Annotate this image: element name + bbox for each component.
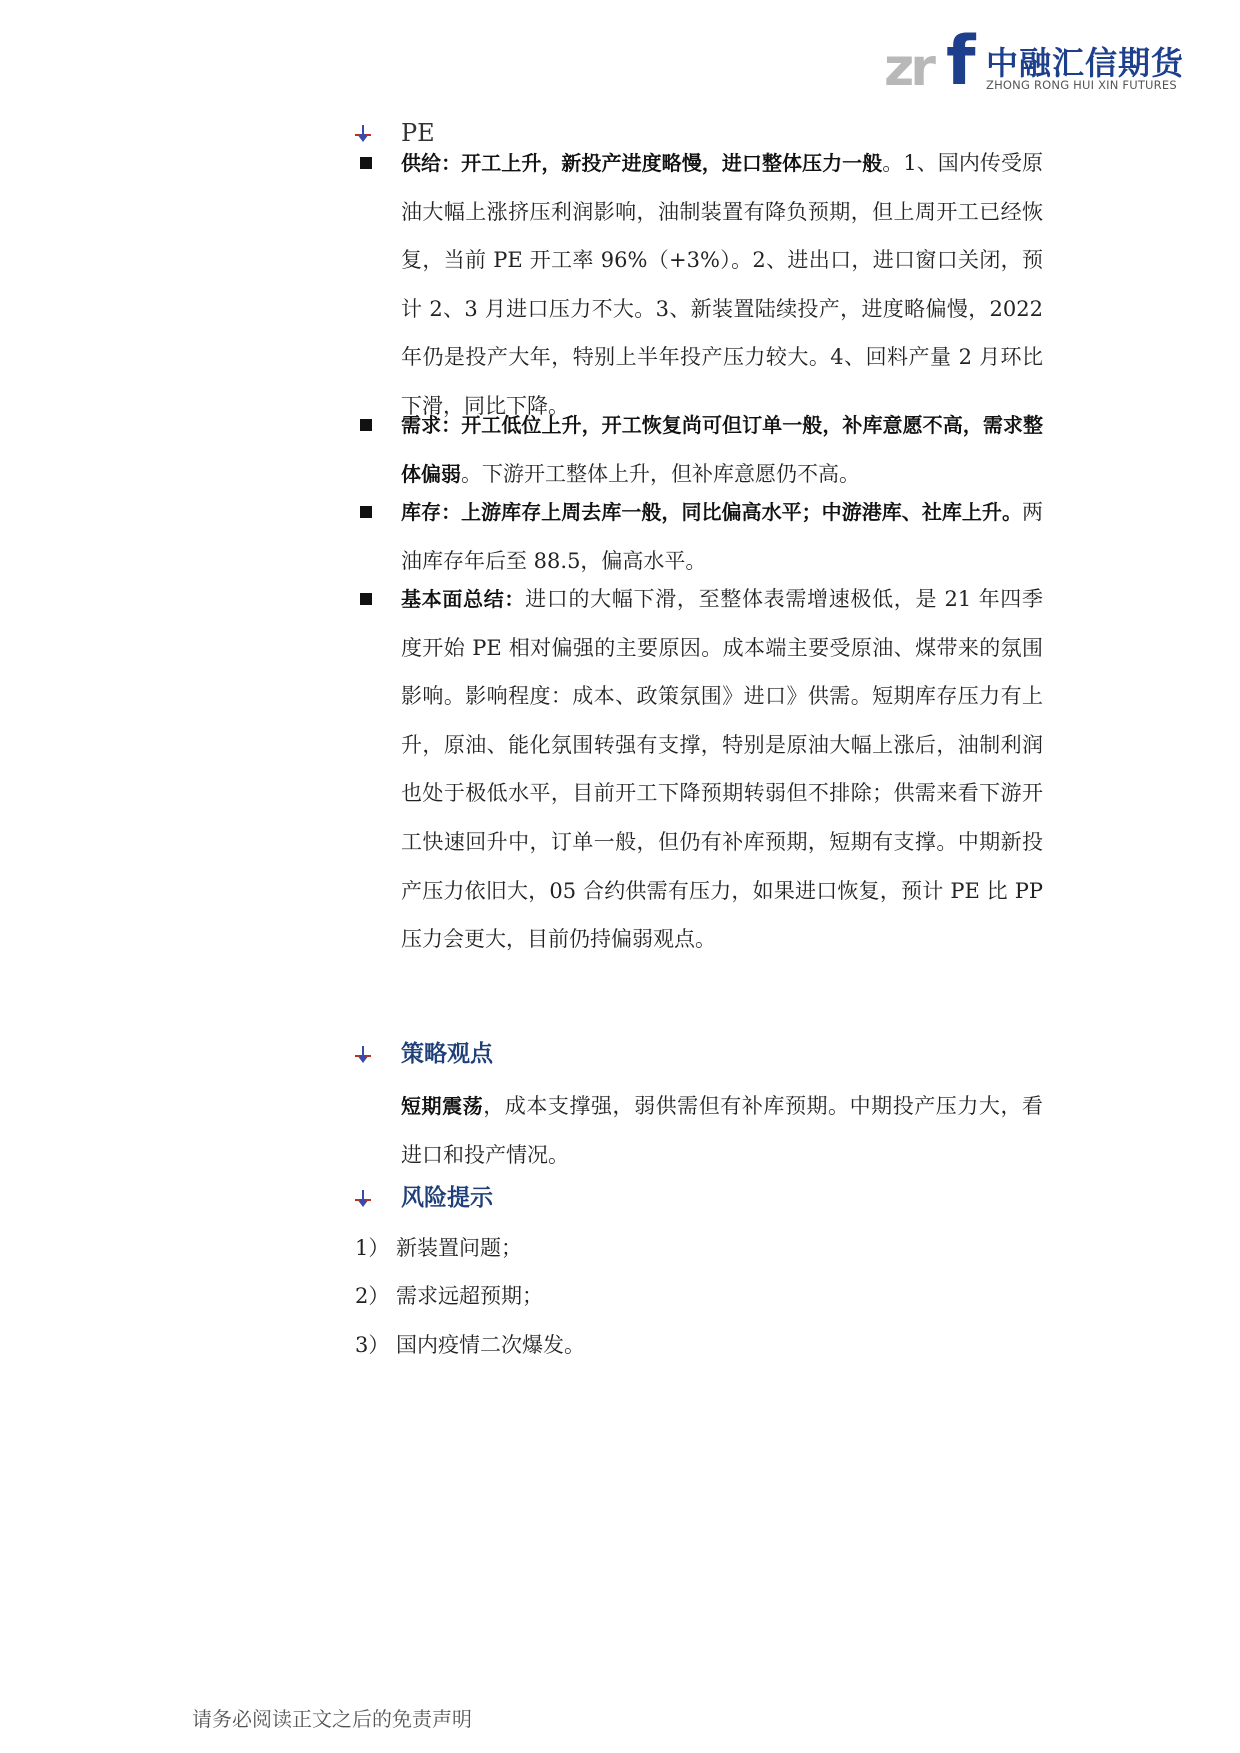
section-title: 策略观点 (401, 1041, 493, 1067)
square-bullet-icon (360, 157, 372, 169)
square-bullet-icon (360, 419, 372, 431)
section-title: 风险提示 (401, 1185, 493, 1211)
bullet-arrow-icon (355, 1190, 371, 1208)
logo-name-en: ZHONG RONG HUI XIN FUTURES (986, 78, 1177, 92)
bullet-text (401, 488, 1043, 585)
bullet-arrow-icon (355, 125, 371, 143)
square-bullet-icon (360, 593, 372, 605)
strategy-paragraph (401, 1082, 1043, 1179)
bullet-text (401, 575, 1043, 964)
square-bullet-icon (360, 506, 372, 518)
logo-mark-blue: f (946, 22, 976, 101)
risk-item: 2） 需求远超预期； (355, 1284, 544, 1308)
risk-item: 1） 新装置问题； (355, 1236, 523, 1260)
bullet-body: 。1、国内传受原油大幅上涨挤压利润影响，油制装置有降负预期，但上周开工已经恢复，当前 PE 开工率 96%（+3%）。2、进出口，进口窗口关闭，预计 2、3 月进口压力不大。3、新装置陆续投产，进度略偏慢，2022 年仍是投产大年，特别上半年投产压力较大。4、回料产量 2 月环比下滑，同比下降。 (401, 151, 1043, 418)
bullet-arrow-icon (355, 1046, 371, 1064)
section-title: PE (401, 119, 435, 147)
bullet-text (401, 139, 1043, 431)
disclaimer-footer: 请务必阅读正文之后的免责声明 (192, 1707, 472, 1731)
strategy-text: ，成本支撑强，弱供需但有补库预期。中期投产压力大，看进口和投产情况。 (401, 1094, 1044, 1167)
strategy-bold: 短期震荡 (401, 1094, 484, 1118)
bullet-body: 。下游开工整体上升，但补库意愿仍不高。 (461, 461, 860, 486)
logo-name-cn: 中融汇信期货 (986, 44, 1185, 82)
bullet-label: 库存：上游库存上周去库一般，同比偏高水平；中游港库、社库上升。 (401, 500, 1022, 524)
bullet-text (401, 401, 1043, 498)
risk-item: 3） 国内疫情二次爆发。 (355, 1333, 586, 1357)
logo-mark-gray: zr (884, 38, 932, 98)
company-logo (884, 22, 1185, 101)
bullet-label: 需求：开工低位上升，开工恢复尚可但订单一般，补库意愿不高，需求整体偏弱 (401, 413, 1043, 486)
bullet-label: 基本面总结： (401, 587, 526, 611)
bullet-label: 供给：开工上升，新投产进度略慢，进口整体压力一般 (401, 151, 883, 175)
bullet-body: 进口的大幅下滑，至整体表需增速极低，是 21 年四季度开始 PE 相对偏强的主要原因。成本端主要受原油、煤带来的氛围影响。影响程度：成本、政策氛围》进口》供需。短期库存压力有上升，原油、能化氛围转强有支撑，特别是原油大幅上涨后，油制利润也处于极低水平，目前开工下降预期转弱但不排除；供需来看下游开工快速回升中，订单一般，但仍有补库预期，短期有支撑。中期新投产压力依旧大，05 合约供需有压力，如果进口恢复，预计 PE 比 PP 压力会更大，目前仍持偏弱观点。 (401, 587, 1043, 952)
bullet-body: 两油库存年后至 88.5，偏高水平。 (401, 500, 1043, 573)
